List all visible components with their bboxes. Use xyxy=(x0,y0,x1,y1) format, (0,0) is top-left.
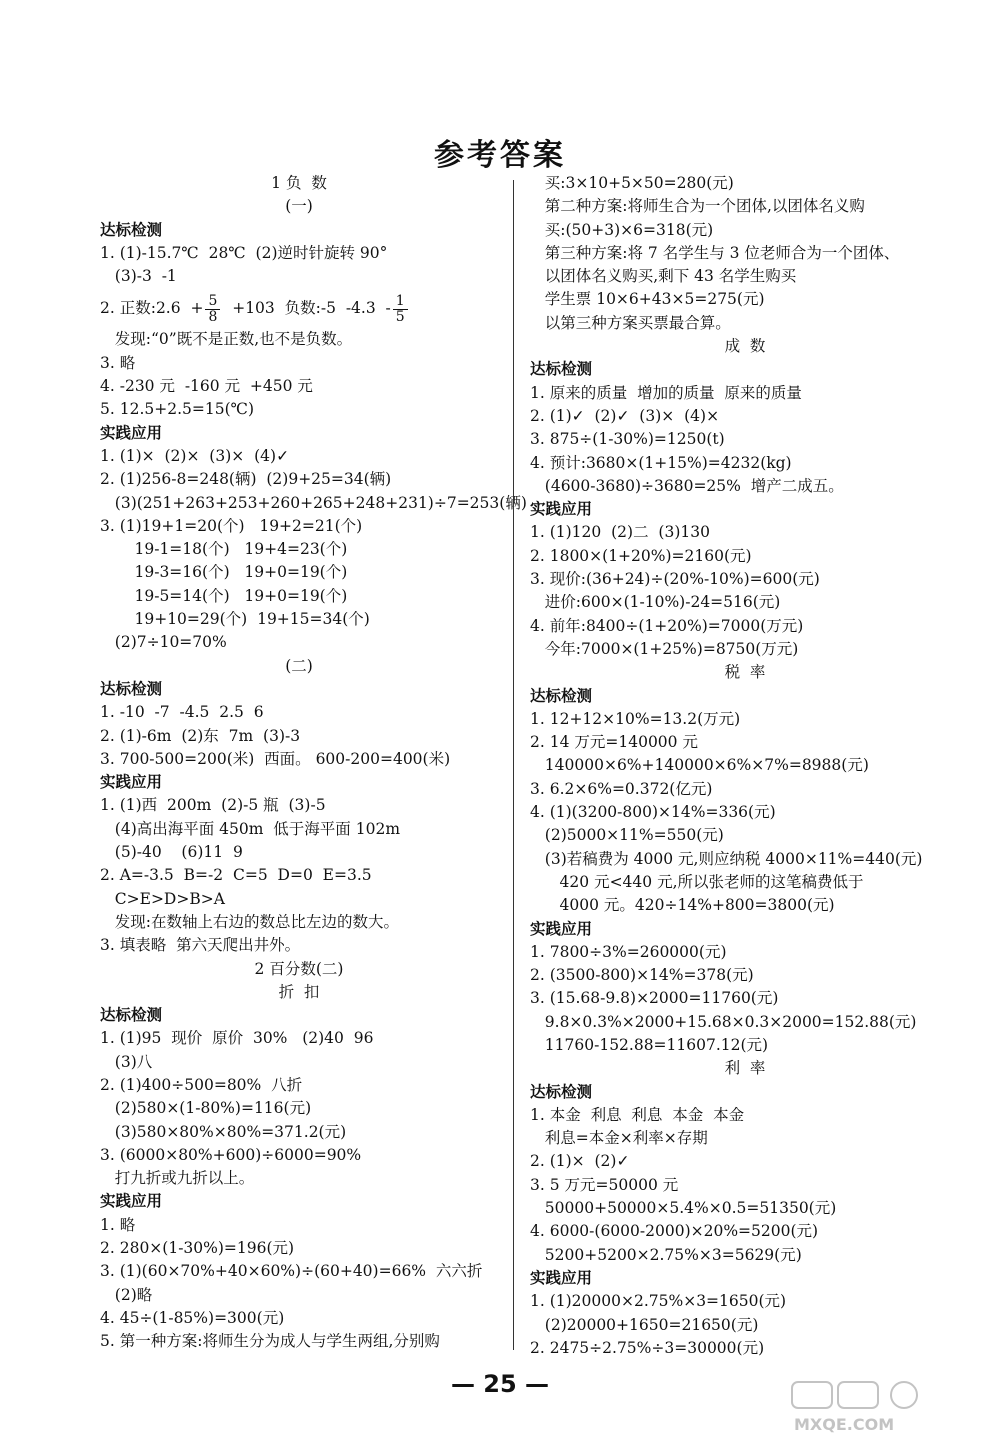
right-answer-line: (4600-3680)÷3680=25% 增产二成五。 xyxy=(530,476,844,495)
left-answer-line: 2. 280×(1-30%)=196(元) xyxy=(100,1239,295,1258)
section-label: 实践应用 xyxy=(530,500,593,519)
right-answer-line: 2. 14 万元=140000 元 xyxy=(530,733,698,752)
answer-text: 2. 正数:2.6 + xyxy=(100,299,204,318)
right-answer-line: 2. 2475÷2.75%÷3=30000(元) xyxy=(530,1338,765,1357)
left-answer-line: 5. 12.5+2.5=15(℃) xyxy=(100,400,255,419)
right-answer-line: 1. (1)20000×2.75%×3=1650(元) xyxy=(530,1292,787,1311)
left-answer-line: 4. 45÷(1-85%)=300(元) xyxy=(100,1308,285,1327)
right-answer-line: 420 元<440 元,所以张老师的这笔稿费低于 xyxy=(530,872,864,891)
left-answer-line: 3. (1)(60×70%+40×60%)÷(60+40)=66% 六六折 xyxy=(100,1262,483,1281)
right-answer-line: 第三种方案:将 7 名学生与 3 位老师合为一个团体、 xyxy=(530,243,900,262)
left-answer-line: 3. 填表略 第六天爬出井外。 xyxy=(100,936,301,955)
section-heading: 1 负 数 xyxy=(271,174,327,192)
right-answer-line: 11760-152.88=11607.12(元) xyxy=(530,1035,769,1054)
left-answer-line: (3)-3 -1 xyxy=(100,267,177,286)
right-answer-line: (2)5000×11%=550(元) xyxy=(530,826,724,845)
right-answer-line: 3. (15.68-9.8)×2000=11760(元) xyxy=(530,989,779,1008)
right-answer-line: 2. (1)× (2)✓ xyxy=(530,1152,630,1171)
right-answer-line: 9.8×0.3%×2000+15.68×0.3×2000=152.88(元) xyxy=(530,1012,917,1031)
section-label: 实践应用 xyxy=(100,1192,163,1211)
right-answer-line: 2. (1)✓ (2)✓ (3)× (4)× xyxy=(530,406,720,425)
right-answer-line: 140000×6%+140000×6%×7%=8988(元) xyxy=(530,756,869,775)
right-answer-line: 1. 7800÷3%=260000(元) xyxy=(530,942,727,961)
section-label: 达标检测 xyxy=(100,220,163,239)
left-answer-line: 1. (1)× (2)× (3)× (4)✓ xyxy=(100,446,290,465)
section-heading: (二) xyxy=(285,656,313,675)
right-answer-line: 利息=本金×利率×存期 xyxy=(530,1129,708,1148)
left-answer-line: 2. (1)-6m (2)东 7m (3)-3 xyxy=(100,726,301,745)
left-answer-line: 2. A=-3.5 B=-2 C=5 D=0 E=3.5 xyxy=(100,866,372,885)
left-answer-line: (3)(251+263+253+260+265+248+231)÷7=253(辆) xyxy=(100,493,527,512)
section-heading: 2 百分数(二) xyxy=(254,959,344,978)
right-answer-line: 3. 875÷(1-30%)=1250(t) xyxy=(530,430,725,449)
left-answer-line: 打九折或九折以上。 xyxy=(100,1169,255,1188)
left-answer-line: 1. (1)-15.7℃ 28℃ (2)逆时针旋转 90° xyxy=(100,243,388,262)
section-label: 实践应用 xyxy=(100,773,163,792)
right-answer-line: 以团体名义购买,剩下 43 名学生购买 xyxy=(530,267,797,286)
left-answer-line: 发现:在数轴上右边的数总比左边的数大。 xyxy=(100,912,400,931)
right-answer-line: 3. 现价:(36+24)÷(20%-10%)=600(元) xyxy=(530,570,820,589)
left-answer-line: (4)高出海平面 450m 低于海平面 102m xyxy=(100,819,401,838)
left-answer-line: (2)7÷10=70% xyxy=(100,633,227,652)
right-answer-line: 4. 预计:3680×(1+15%)=4232(kg) xyxy=(530,453,792,472)
left-answer-line: 1. 略 xyxy=(100,1215,136,1234)
left-answer-line: 3. 700-500=200(米) 西面。 600-200=400(米) xyxy=(100,749,451,768)
page-title: 参考答案 xyxy=(434,138,566,173)
section-label: 达标检测 xyxy=(100,679,163,698)
right-answer-line: 买:(50+3)×6=318(元) xyxy=(530,220,714,239)
right-answer-line: 第二种方案:将师生合为一个团体,以团体名义购 xyxy=(530,197,865,216)
right-answer-line: 3. 5 万元=50000 元 xyxy=(530,1175,679,1194)
section-heading: (一) xyxy=(285,197,313,216)
left-answer-line: 19-1=18(个) 19+4=23(个) xyxy=(100,540,348,559)
section-label: 达标检测 xyxy=(530,1082,593,1101)
fraction xyxy=(205,294,220,325)
left-answer-line: (3)八 xyxy=(100,1052,153,1071)
left-answer-line: 19+10=29(个) 19+15=34(个) xyxy=(100,610,370,629)
answer-text: +103 负数:-5 -4.3 - xyxy=(222,299,391,318)
answer-line-fractions xyxy=(100,288,498,328)
left-answer-line: (2)580×(1-80%)=116(元) xyxy=(100,1099,312,1118)
right-answer-line: 2. 1800×(1+20%)=2160(元) xyxy=(530,546,752,565)
right-answer-line: 5200+5200×2.75%×3=5629(元) xyxy=(530,1245,802,1264)
answer-column-right xyxy=(530,172,960,1360)
left-answer-line: 1. (1)西 200m (2)-5 瓶 (3)-5 xyxy=(100,796,326,815)
right-answer-line: (2)20000+1650=21650(元) xyxy=(530,1315,759,1334)
fraction-denominator: 8 xyxy=(208,308,218,325)
section-label: 实践应用 xyxy=(100,423,163,442)
left-answer-line: 4. -230 元 -160 元 +450 元 xyxy=(100,377,313,396)
left-answer-line: (2)略 xyxy=(100,1285,153,1304)
left-answer-line: 19-5=14(个) 19+0=19(个) xyxy=(100,586,348,605)
section-heading: 成 数 xyxy=(724,337,766,356)
left-answer-line: C>E>D>B>A xyxy=(100,889,225,908)
section-label: 达标检测 xyxy=(530,686,593,705)
left-answer-line: 1. (1)95 现价 原价 30% (2)40 96 xyxy=(100,1029,374,1048)
right-answer-line: 50000+50000×5.4%×0.5=51350(元) xyxy=(530,1199,837,1218)
section-heading: 税 率 xyxy=(724,663,766,682)
right-answer-line: 1. 原来的质量 增加的质量 原来的质量 xyxy=(530,383,802,402)
right-answer-line: 学生票 10×6+43×5=275(元) xyxy=(530,290,765,309)
right-answer-line: 3. 6.2×6%=0.372(亿元) xyxy=(530,779,713,798)
right-answer-line: 4. 前年:8400÷(1+20%)=7000(万元) xyxy=(530,616,804,635)
page-number: — 25 — xyxy=(450,1370,550,1398)
column-divider xyxy=(513,180,514,1350)
right-answer-line: 2. (3500-800)×14%=378(元) xyxy=(530,966,754,985)
left-answer-line: 2. (1)400÷500=80% 八折 xyxy=(100,1075,303,1094)
section-label: 达标检测 xyxy=(530,360,593,379)
left-answer-line: 19-3=16(个) 19+0=19(个) xyxy=(100,563,348,582)
right-answer-line: 4. (1)(3200-800)×14%=336(元) xyxy=(530,803,776,822)
right-answer-line: 4. 6000-(6000-2000)×20%=5200(元) xyxy=(530,1222,819,1241)
right-answer-line: (3)若稿费为 4000 元,则应纳税 4000×11%=440(元) xyxy=(530,849,923,868)
fraction-denominator: 5 xyxy=(395,308,405,325)
section-label: 达标检测 xyxy=(100,1006,163,1025)
fraction-numerator: 5 xyxy=(205,294,220,310)
left-answer-line: (3)580×80%×80%=371.2(元) xyxy=(100,1122,347,1141)
svg-text:MXQE.COM: MXQE.COM xyxy=(794,1415,895,1434)
left-answer-line: 5. 第一种方案:将师生分为成人与学生两组,分别购 xyxy=(100,1332,440,1351)
left-answer-line: 3. (6000×80%+600)÷6000=90% xyxy=(100,1145,362,1164)
left-answer-line: 发现:“0”既不是正数,也不是负数。 xyxy=(100,330,353,349)
right-answer-line: 1. (1)120 (2)二 (3)130 xyxy=(530,523,710,542)
section-label: 实践应用 xyxy=(530,919,593,938)
section-label: 实践应用 xyxy=(530,1268,593,1287)
left-answer-line: 3. (1)19+1=20(个) 19+2=21(个) xyxy=(100,516,363,535)
left-answer-line: 2. (1)256-8=248(辆) (2)9+25=34(辆) xyxy=(100,470,392,489)
right-answer-line: 1. 本金 利息 利息 本金 本金 xyxy=(530,1105,745,1124)
right-answer-line: 1. 12+12×10%=13.2(万元) xyxy=(530,709,741,728)
right-answer-line: 进价:600×(1-10%)-24=516(元) xyxy=(530,593,781,612)
right-answer-line: 以第三种方案买票最合算。 xyxy=(530,313,731,332)
left-answer-line: (5)-40 (6)11 9 xyxy=(100,843,243,862)
left-answer-line: 1. -10 -7 -4.5 2.5 6 xyxy=(100,703,264,722)
right-answer-line: 买:3×10+5×50=280(元) xyxy=(530,174,734,192)
right-answer-line: 4000 元。420÷14%+800=3800(元) xyxy=(530,896,835,915)
left-answer-line: 3. 略 xyxy=(100,353,136,372)
section-heading: 折 扣 xyxy=(278,982,320,1001)
fraction xyxy=(393,294,408,325)
fraction-numerator: 1 xyxy=(393,294,408,310)
section-heading: 利 率 xyxy=(724,1059,766,1078)
right-answer-line: 今年:7000×(1+25%)=8750(万元) xyxy=(530,639,799,658)
answer-column-left xyxy=(100,172,527,1354)
